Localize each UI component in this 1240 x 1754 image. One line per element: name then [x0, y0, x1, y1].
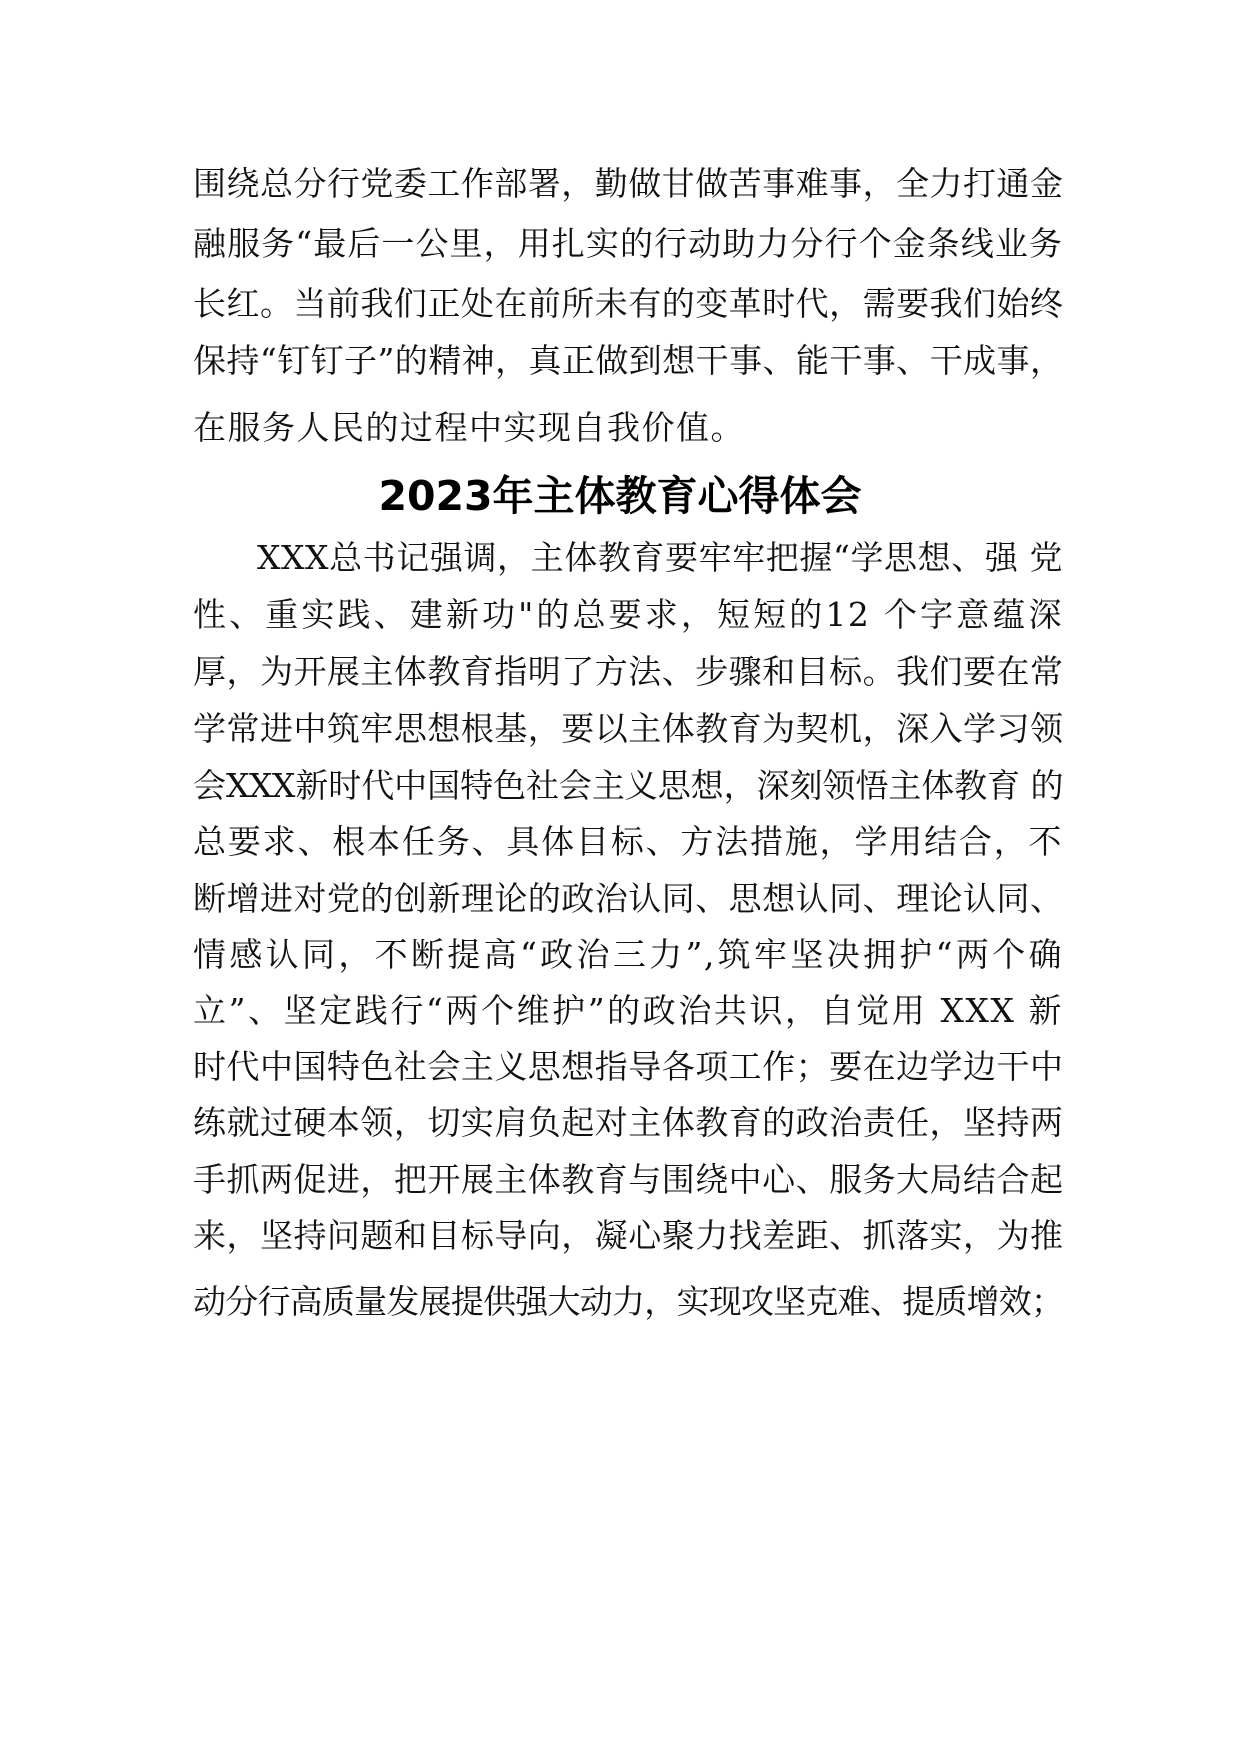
paragraph-line: 长红。当前我们正处在前所未有的变革时代，需要我们始终	[193, 284, 1063, 323]
paragraph-line: 性、重实践、建新功"的总要求，短短的12 个字意蕴深	[193, 595, 1063, 634]
paragraph-line: 来，坚持问题和目标导向，凝心聚力找差距、抓落实，为推	[193, 1216, 1063, 1255]
paragraph-line: 手抓两促进，把开展主体教育与围绕中心、服务大局结合起	[193, 1160, 1063, 1199]
paragraph-line: 总要求、根本任务、具体目标、方法措施，学用结合，不	[193, 822, 1063, 861]
paragraph-line: 学常进中筑牢思想根基，要以主体教育为契机，深入学习领	[193, 709, 1063, 748]
paragraph-line: XXX总书记强调，主体教育要牢牢把握“学思想、强 党	[257, 538, 1063, 577]
paragraph-line: 时代中国特色社会主义思想指导各项工作；要在边学边干中	[193, 1047, 1063, 1086]
paragraph-line: 融服务“最后一公里，用扎实的行动助力分行个金条线业务	[193, 224, 1063, 263]
paragraph-line: 情感认同，不断提高“政治三力”,筑牢坚决拥护“两个确	[193, 935, 1063, 974]
paragraph-line: 立”、坚定践行“两个维护”的政治共识，自觉用 XXX 新	[193, 991, 1063, 1030]
paragraph-line: 厚，为开展主体教育指明了方法、步骤和目标。我们要在常	[193, 652, 1063, 691]
paragraph-line: 断增进对党的创新理论的政治认同、思想认同、理论认同、	[193, 879, 1063, 918]
paragraph-line: 练就过硬本领，切实肩负起对主体教育的政治责任，坚持两	[193, 1103, 1063, 1142]
paragraph-line: 会XXX新时代中国特色社会主义思想，深刻领悟主体教育 的	[193, 766, 1063, 805]
article-title: 2023年主体教育心得体会	[378, 472, 862, 520]
paragraph-line: 保持“钉钉子”的精神，真正做到想干事、能干事、干成事，	[193, 341, 1063, 380]
paragraph-line: 在服务人民的过程中实现自我价值。	[193, 408, 745, 447]
paragraph-line: 围绕总分行党委工作部署，勤做甘做苦事难事，全力打通金	[193, 164, 1063, 203]
paragraph-line: 动分行高质量发展提供强大动力，实现攻坚克难、提质增效；	[193, 1282, 1063, 1321]
